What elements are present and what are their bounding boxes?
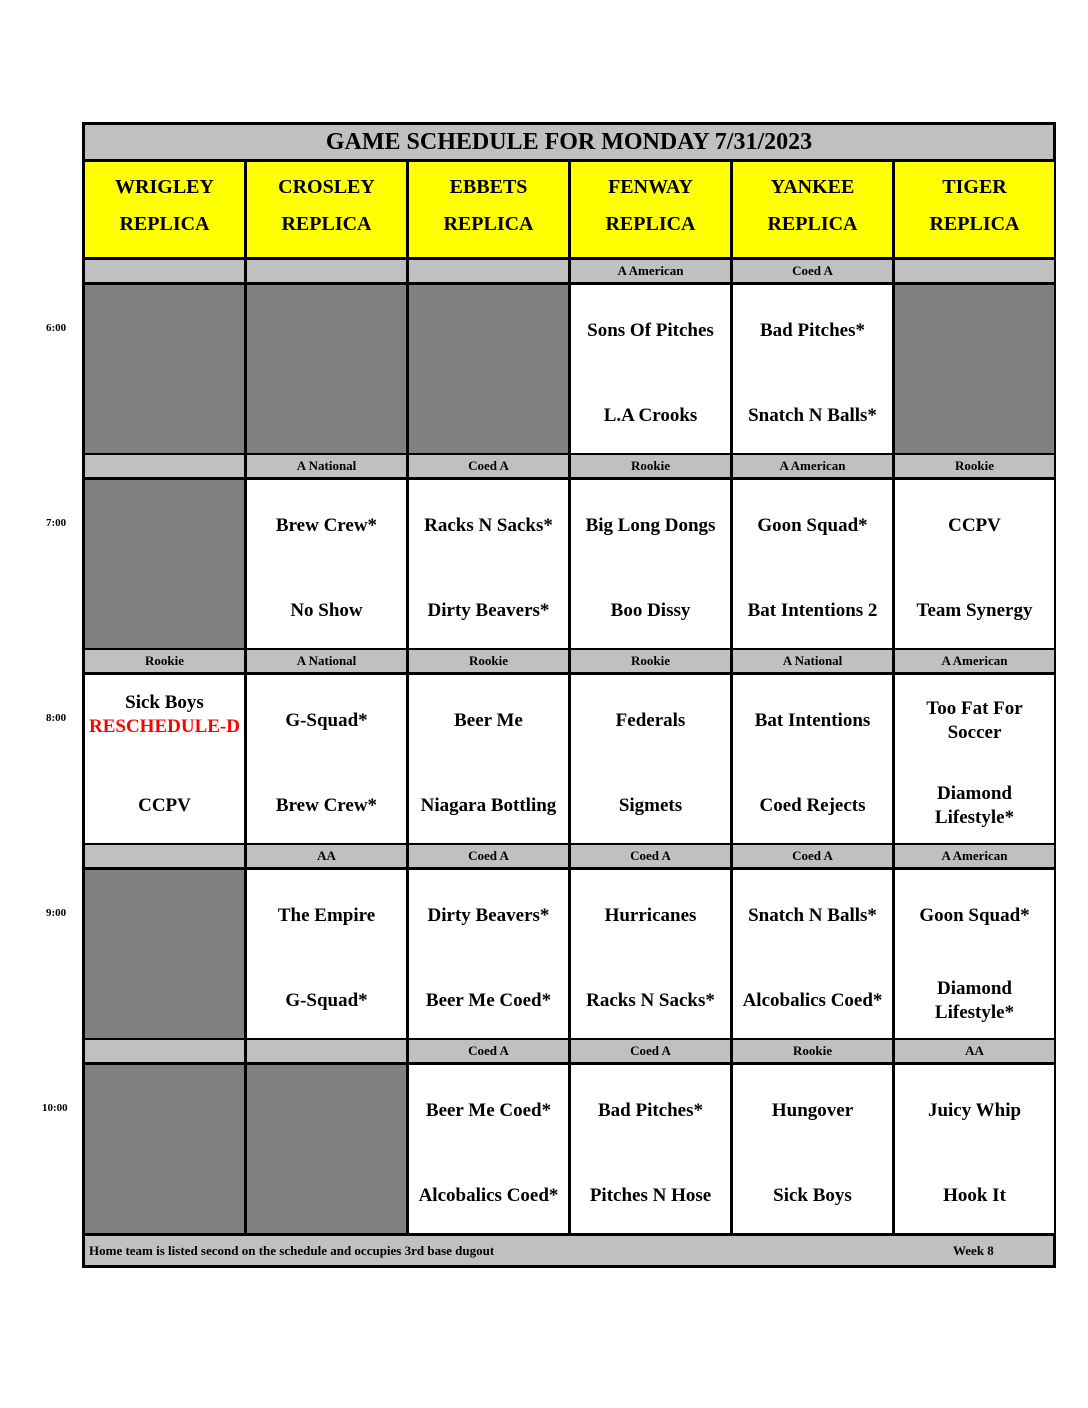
- division-label: A American: [895, 650, 1054, 672]
- game-cell: [895, 480, 1054, 648]
- schedule-table: [82, 122, 1056, 1268]
- home-team-note: Home team is listed second on the schedule and occupies 3rd base dugout: [89, 1243, 495, 1258]
- away-team-name: Snatch N Balls*: [748, 905, 877, 926]
- division-label: Rookie: [409, 650, 568, 672]
- away-team-name: Bat Intentions: [754, 710, 871, 731]
- away-team: [737, 876, 888, 956]
- field-header-crosley: [247, 162, 406, 257]
- division-label: Coed A: [409, 845, 568, 867]
- game-cell: [409, 480, 568, 648]
- division-label: Coed A: [571, 845, 730, 867]
- home-team: Alcobalics Coed*: [742, 990, 883, 1011]
- unused-slot: [85, 285, 244, 453]
- away-team: [899, 486, 1050, 566]
- away-team-name: Brew Crew*: [275, 515, 378, 536]
- away-team: [575, 876, 726, 956]
- home-team: Racks N Sacks*: [586, 990, 715, 1011]
- away-team: [737, 1071, 888, 1151]
- field-subtitle: REPLICA: [767, 213, 858, 235]
- away-team-name: Dirty Beavers*: [427, 905, 550, 926]
- game-cell: [571, 285, 730, 453]
- away-team: [251, 876, 402, 956]
- away-team-name: Big Long Dongs: [585, 515, 716, 536]
- home-team: L.A Crooks: [603, 405, 698, 426]
- game-cell: [733, 285, 892, 453]
- time-label: 9:00: [46, 907, 67, 919]
- field-name: YANKEE: [770, 176, 855, 198]
- game-cell: [733, 480, 892, 648]
- game-cell: [733, 1065, 892, 1233]
- field-subtitle: REPLICA: [281, 213, 372, 235]
- away-team-name: Bad Pitches*: [597, 1100, 704, 1121]
- game-cell: [733, 870, 892, 1038]
- field-header-yankee: [733, 162, 892, 257]
- reschedule-note: RESCHEDULE-D: [89, 716, 240, 737]
- away-team-name: Hurricanes: [604, 905, 697, 926]
- game-cell: [895, 870, 1054, 1038]
- time-label: 6:00: [46, 322, 67, 334]
- away-team: [413, 681, 564, 761]
- game-cell: [571, 480, 730, 648]
- field-subtitle: REPLICA: [443, 213, 534, 235]
- division-label: Rookie: [85, 650, 244, 672]
- away-team-name: Goon Squad*: [919, 905, 1030, 926]
- time-label: 10:00: [42, 1102, 68, 1114]
- away-team: [737, 486, 888, 566]
- game-cell: [733, 675, 892, 843]
- field-name: CROSLEY: [278, 176, 375, 198]
- away-team-name: Federals: [615, 710, 686, 731]
- away-team-name: Goon Squad*: [757, 515, 868, 536]
- unused-slot: [247, 1065, 406, 1233]
- away-team: [575, 291, 726, 371]
- away-team: [413, 1071, 564, 1151]
- division-label: Coed A: [571, 1040, 730, 1062]
- home-team: Boo Dissy: [610, 600, 691, 621]
- unused-slot: [895, 285, 1054, 453]
- game-cell: [895, 675, 1054, 843]
- away-team: [737, 681, 888, 761]
- field-name: WRIGLEY: [115, 176, 214, 198]
- footer-band: [85, 1236, 1053, 1265]
- unused-slot: [247, 285, 406, 453]
- away-team: [89, 675, 240, 755]
- away-team-name: Sons Of Pitches: [587, 320, 714, 341]
- division-label: Rookie: [895, 455, 1054, 477]
- division-label: [895, 260, 1054, 282]
- field-header-fenway: [571, 162, 730, 257]
- away-team: [575, 681, 726, 761]
- away-team-name: Hungover: [771, 1100, 854, 1121]
- field-name: FENWAY: [608, 176, 693, 198]
- away-team-name: Beer Me: [454, 710, 523, 731]
- away-team: [899, 681, 1050, 761]
- away-team-name: Too Fat For Soccer: [926, 698, 1023, 743]
- away-team: [413, 486, 564, 566]
- division-label: A American: [571, 260, 730, 282]
- away-team-name: Racks N Sacks*: [424, 515, 553, 536]
- division-label: Rookie: [571, 650, 730, 672]
- home-team: G-Squad*: [285, 990, 368, 1011]
- division-label: A American: [733, 455, 892, 477]
- division-label: A American: [895, 845, 1054, 867]
- division-label: [247, 1040, 406, 1062]
- division-label: Coed A: [409, 1040, 568, 1062]
- away-team-name: The Empire: [277, 905, 376, 926]
- division-label: [85, 455, 244, 477]
- game-cell: [247, 675, 406, 843]
- home-team: Sick Boys: [773, 1185, 852, 1206]
- division-label: Rookie: [733, 1040, 892, 1062]
- field-subtitle: REPLICA: [929, 213, 1020, 235]
- away-team-name: Sick Boys: [125, 692, 204, 713]
- home-team: Hook It: [943, 1185, 1006, 1206]
- division-label: AA: [247, 845, 406, 867]
- game-cell: [85, 675, 244, 843]
- division-label: [85, 845, 244, 867]
- away-team: [737, 291, 888, 371]
- division-label: Coed A: [733, 260, 892, 282]
- division-label: A National: [247, 650, 406, 672]
- home-team: Alcobalics Coed*: [418, 1185, 559, 1206]
- unused-slot: [85, 480, 244, 648]
- home-team: Diamond Lifestyle*: [934, 978, 1015, 1023]
- time-label: 8:00: [46, 712, 67, 724]
- division-label: A National: [733, 650, 892, 672]
- division-label: A National: [247, 455, 406, 477]
- away-team-name: G-Squad*: [285, 710, 368, 731]
- away-team: [899, 876, 1050, 956]
- unused-slot: [409, 285, 568, 453]
- division-label: Rookie: [571, 455, 730, 477]
- week-label: Week 8: [953, 1243, 994, 1258]
- home-team: Sigmets: [618, 795, 683, 816]
- field-subtitle: REPLICA: [605, 213, 696, 235]
- game-cell: [895, 1065, 1054, 1233]
- away-team: [251, 486, 402, 566]
- game-cell: [247, 480, 406, 648]
- home-team: Coed Rejects: [759, 795, 866, 816]
- division-label: [409, 260, 568, 282]
- game-cell: [571, 675, 730, 843]
- division-label: AA: [895, 1040, 1054, 1062]
- away-team: [413, 876, 564, 956]
- home-team: Bat Intentions 2: [747, 600, 878, 621]
- away-team: [575, 486, 726, 566]
- game-cell: [571, 1065, 730, 1233]
- game-cell: [409, 870, 568, 1038]
- division-label: Coed A: [409, 455, 568, 477]
- home-team: Snatch N Balls*: [748, 405, 877, 426]
- away-team-name: Bad Pitches*: [759, 320, 866, 341]
- schedule-title: GAME SCHEDULE FOR MONDAY 7/31/2023: [85, 125, 1053, 162]
- home-team: Team Synergy: [916, 600, 1033, 621]
- field-subtitle: REPLICA: [119, 213, 210, 235]
- home-team: Beer Me Coed*: [425, 990, 552, 1011]
- field-header-ebbets: [409, 162, 568, 257]
- unused-slot: [85, 1065, 244, 1233]
- away-team: [251, 681, 402, 761]
- home-team: Pitches N Hose: [589, 1185, 712, 1206]
- home-team: Brew Crew*: [275, 795, 378, 816]
- division-label: [85, 1040, 244, 1062]
- home-team: Niagara Bottling: [420, 795, 557, 816]
- home-team: No Show: [290, 600, 363, 621]
- field-name: TIGER: [942, 176, 1007, 198]
- division-label: [85, 260, 244, 282]
- unused-slot: [85, 870, 244, 1038]
- away-team-name: Juicy Whip: [927, 1100, 1022, 1121]
- game-cell: [409, 1065, 568, 1233]
- field-header-tiger: [895, 162, 1054, 257]
- field-name: EBBETS: [449, 176, 528, 198]
- field-header-wrigley: [85, 162, 244, 257]
- home-team: Dirty Beavers*: [427, 600, 550, 621]
- home-team: CCPV: [138, 795, 191, 816]
- away-team-name: Beer Me Coed*: [425, 1100, 552, 1121]
- time-label: 7:00: [46, 517, 67, 529]
- away-team: [899, 1071, 1050, 1151]
- away-team-name: CCPV: [948, 515, 1001, 536]
- game-cell: [247, 870, 406, 1038]
- away-team: [575, 1071, 726, 1151]
- home-team: Diamond Lifestyle*: [934, 783, 1015, 828]
- division-label: Coed A: [733, 845, 892, 867]
- division-label: [247, 260, 406, 282]
- game-cell: [409, 675, 568, 843]
- game-cell: [571, 870, 730, 1038]
